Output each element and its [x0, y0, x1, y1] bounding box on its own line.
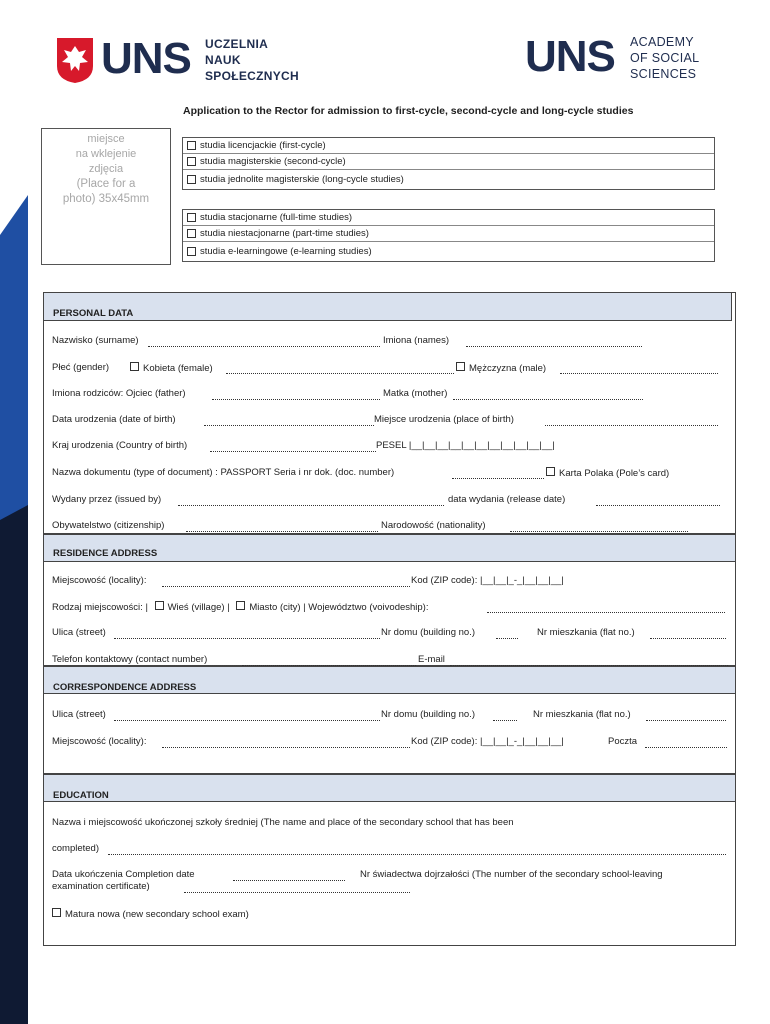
cob-label: Kraj urodzenia (Country of birth) [52, 440, 188, 451]
photo-text: photo) 35x45mm [62, 193, 150, 205]
study-mode-options [182, 209, 715, 262]
gender-field[interactable] [560, 362, 718, 374]
corr-flat-label: Nr mieszkania (flat no.) [533, 709, 631, 720]
option-first-cycle[interactable] [183, 138, 714, 154]
option-long-cycle[interactable] [183, 170, 714, 189]
male-option[interactable] [456, 362, 546, 374]
voivodeship-label: | Województwo (voivodeship): [303, 602, 429, 613]
building-field[interactable] [496, 627, 518, 639]
application-title: Application to the Rector for admission to first-cycle, second-cycle and long-cycle studies [183, 105, 634, 117]
logo-uns-pl [55, 34, 299, 86]
logo-line: SPOŁECZNYCH [205, 69, 299, 83]
option-part-time[interactable] [183, 226, 714, 242]
locality-type-row [52, 601, 429, 613]
pob-label: Miejsce urodzenia (place of birth) [374, 414, 514, 425]
personal-data-heading: PERSONAL DATA [43, 292, 732, 321]
corr-flat-field[interactable] [646, 709, 726, 721]
mother-label: Matka (mother) [383, 388, 448, 399]
male-label: Mężczyzna (male) [469, 363, 547, 374]
logo-line: SCIENCES [630, 67, 697, 81]
nationality-label: Narodowość (nationality) [381, 520, 486, 531]
photo-text: (Place for a [76, 178, 136, 190]
pole-card-label: Karta Polaka (Pole’s card) [559, 468, 670, 479]
school-field[interactable] [108, 843, 726, 855]
locality-label: Miejscowość (locality): [52, 575, 147, 586]
pesel-field[interactable]: PESEL |__|__|__|__|__|__|__|__|__|__|__| [376, 440, 555, 451]
gender-label: Płeć (gender) [52, 362, 110, 373]
corr-locality-label: Miejscowość (locality): [52, 736, 147, 747]
completion-date-label: Data ukończenia Completion date [52, 869, 195, 880]
email-field[interactable] [450, 654, 728, 666]
post-label: Poczta [608, 736, 638, 747]
option-label: studia magisterskie (second-cycle) [200, 156, 346, 167]
study-cycle-options [182, 137, 715, 190]
completed-label: completed) [52, 843, 99, 854]
certificate-field[interactable] [184, 881, 410, 893]
logo-uns-en [525, 32, 725, 84]
surname-label: Nazwisko (surname) [52, 335, 139, 346]
eagle-emblem-icon [55, 36, 95, 84]
corr-zip-field[interactable]: Kod (ZIP code): |__|__|_-_|__|__|__| [411, 736, 564, 747]
dob-label: Data urodzenia (date of birth) [52, 414, 176, 425]
pob-field[interactable] [545, 414, 718, 426]
names-label: Imiona (names) [383, 335, 449, 346]
post-field[interactable] [645, 736, 727, 748]
completion-date-field[interactable] [233, 869, 345, 881]
checkbox-city[interactable] [236, 601, 245, 610]
street-label: Ulica (street) [52, 627, 106, 638]
logo-text-pl [205, 36, 299, 84]
matura-option[interactable] [52, 908, 249, 920]
checkbox[interactable] [546, 467, 555, 476]
document-field[interactable] [452, 467, 544, 479]
father-label: Imiona rodziców: Ojciec (father) [52, 388, 186, 399]
flat-field[interactable] [650, 627, 726, 639]
option-label: studia stacjonarne (full-time studies) [200, 212, 353, 223]
option-second-cycle[interactable] [183, 154, 714, 170]
pole-card-option[interactable] [546, 467, 669, 479]
logo-line: NAUK [205, 53, 241, 67]
education-heading: EDUCATION [43, 774, 736, 802]
citizenship-field[interactable] [186, 520, 378, 532]
release-date-field[interactable] [596, 494, 720, 506]
checkbox[interactable] [187, 213, 196, 222]
female-option[interactable] [130, 362, 213, 374]
option-label: studia licencjackie (first-cycle) [200, 140, 326, 151]
certificate-label-2: examination certificate) [52, 881, 150, 892]
father-field[interactable] [212, 388, 380, 400]
gender-spacer-line [226, 362, 454, 374]
checkbox[interactable] [130, 362, 139, 371]
residence-heading: RESIDENCE ADDRESS [43, 534, 736, 562]
certificate-label: Nr świadectwa dojrzałości (The number of the secondary school-leaving [360, 869, 663, 880]
female-label: Kobieta (female) [143, 363, 213, 374]
street-field[interactable] [114, 627, 380, 639]
uns-wordmark: UNS [101, 34, 191, 83]
phone-field[interactable] [242, 654, 416, 666]
village-label: Wieś (village) | [167, 602, 230, 613]
option-label: studia niestacjonarne (part-time studies) [200, 228, 369, 239]
corr-building-field[interactable] [493, 709, 517, 721]
checkbox[interactable] [187, 157, 196, 166]
option-full-time[interactable] [183, 210, 714, 226]
photo-text: na wklejenie [75, 148, 137, 160]
surname-field[interactable] [148, 335, 380, 347]
locality-field[interactable] [162, 575, 410, 587]
logo-text-en [630, 34, 699, 82]
corr-street-label: Ulica (street) [52, 709, 106, 720]
side-decoration [0, 0, 28, 1024]
checkbox[interactable] [52, 908, 61, 917]
matura-label: Matura nowa (new secondary school exam) [65, 909, 249, 920]
mother-field[interactable] [453, 388, 643, 400]
citizenship-label: Obywatelstwo (citizenship) [52, 520, 165, 531]
nationality-field[interactable] [510, 520, 688, 532]
release-date-label: data wydania (release date) [448, 494, 566, 505]
corr-locality-field[interactable] [162, 736, 410, 748]
logo-line: ACADEMY [630, 35, 694, 49]
checkbox[interactable] [456, 362, 465, 371]
checkbox[interactable] [187, 247, 196, 256]
uns-wordmark: UNS [525, 32, 615, 81]
photo-placeholder[interactable] [41, 128, 171, 265]
photo-text: miejsce [87, 133, 125, 145]
checkbox[interactable] [187, 175, 196, 184]
photo-text: zdjęcia [88, 163, 124, 175]
voivodeship-field[interactable] [487, 601, 725, 613]
checkbox[interactable] [187, 141, 196, 150]
phone-label: Telefon kontaktowy (contact number) [52, 654, 208, 665]
email-label: E-mail [418, 654, 445, 665]
correspondence-heading: CORRESPONDENCE ADDRESS [43, 666, 736, 694]
names-field[interactable] [466, 335, 642, 347]
cob-field[interactable] [210, 440, 376, 452]
issued-by-label: Wydany przez (issued by) [52, 494, 162, 505]
building-label: Nr domu (building no.) [381, 627, 475, 638]
city-label: Miasto (city) [249, 602, 301, 613]
dob-field[interactable] [204, 414, 374, 426]
option-label: studia jednolite magisterskie (long-cycle studies) [200, 174, 404, 185]
logo-line: OF SOCIAL [630, 51, 700, 65]
zip-field[interactable]: Kod (ZIP code): |__|__|_-_|__|__|__| [411, 575, 564, 586]
issued-by-field[interactable] [178, 494, 444, 506]
checkbox[interactable] [187, 229, 196, 238]
option-label: studia e-learningowe (e-learning studies) [200, 246, 372, 257]
corr-building-label: Nr domu (building no.) [381, 709, 475, 720]
checkbox-village[interactable] [155, 601, 164, 610]
option-e-learning[interactable] [183, 242, 714, 261]
document-label: Nazwa dokumentu (type of document) : PASSPORT Seria i nr dok. (doc. number) [52, 467, 395, 478]
locality-type-label: Rodzaj miejscowości: | [52, 602, 148, 613]
logo-line: UCZELNIA [205, 37, 269, 51]
flat-label: Nr mieszkania (flat no.) [537, 627, 635, 638]
school-label: Nazwa i miejscowość ukończonej szkoły średniej (The name and place of the secondary school that has been [52, 817, 514, 828]
corr-street-field[interactable] [114, 709, 380, 721]
